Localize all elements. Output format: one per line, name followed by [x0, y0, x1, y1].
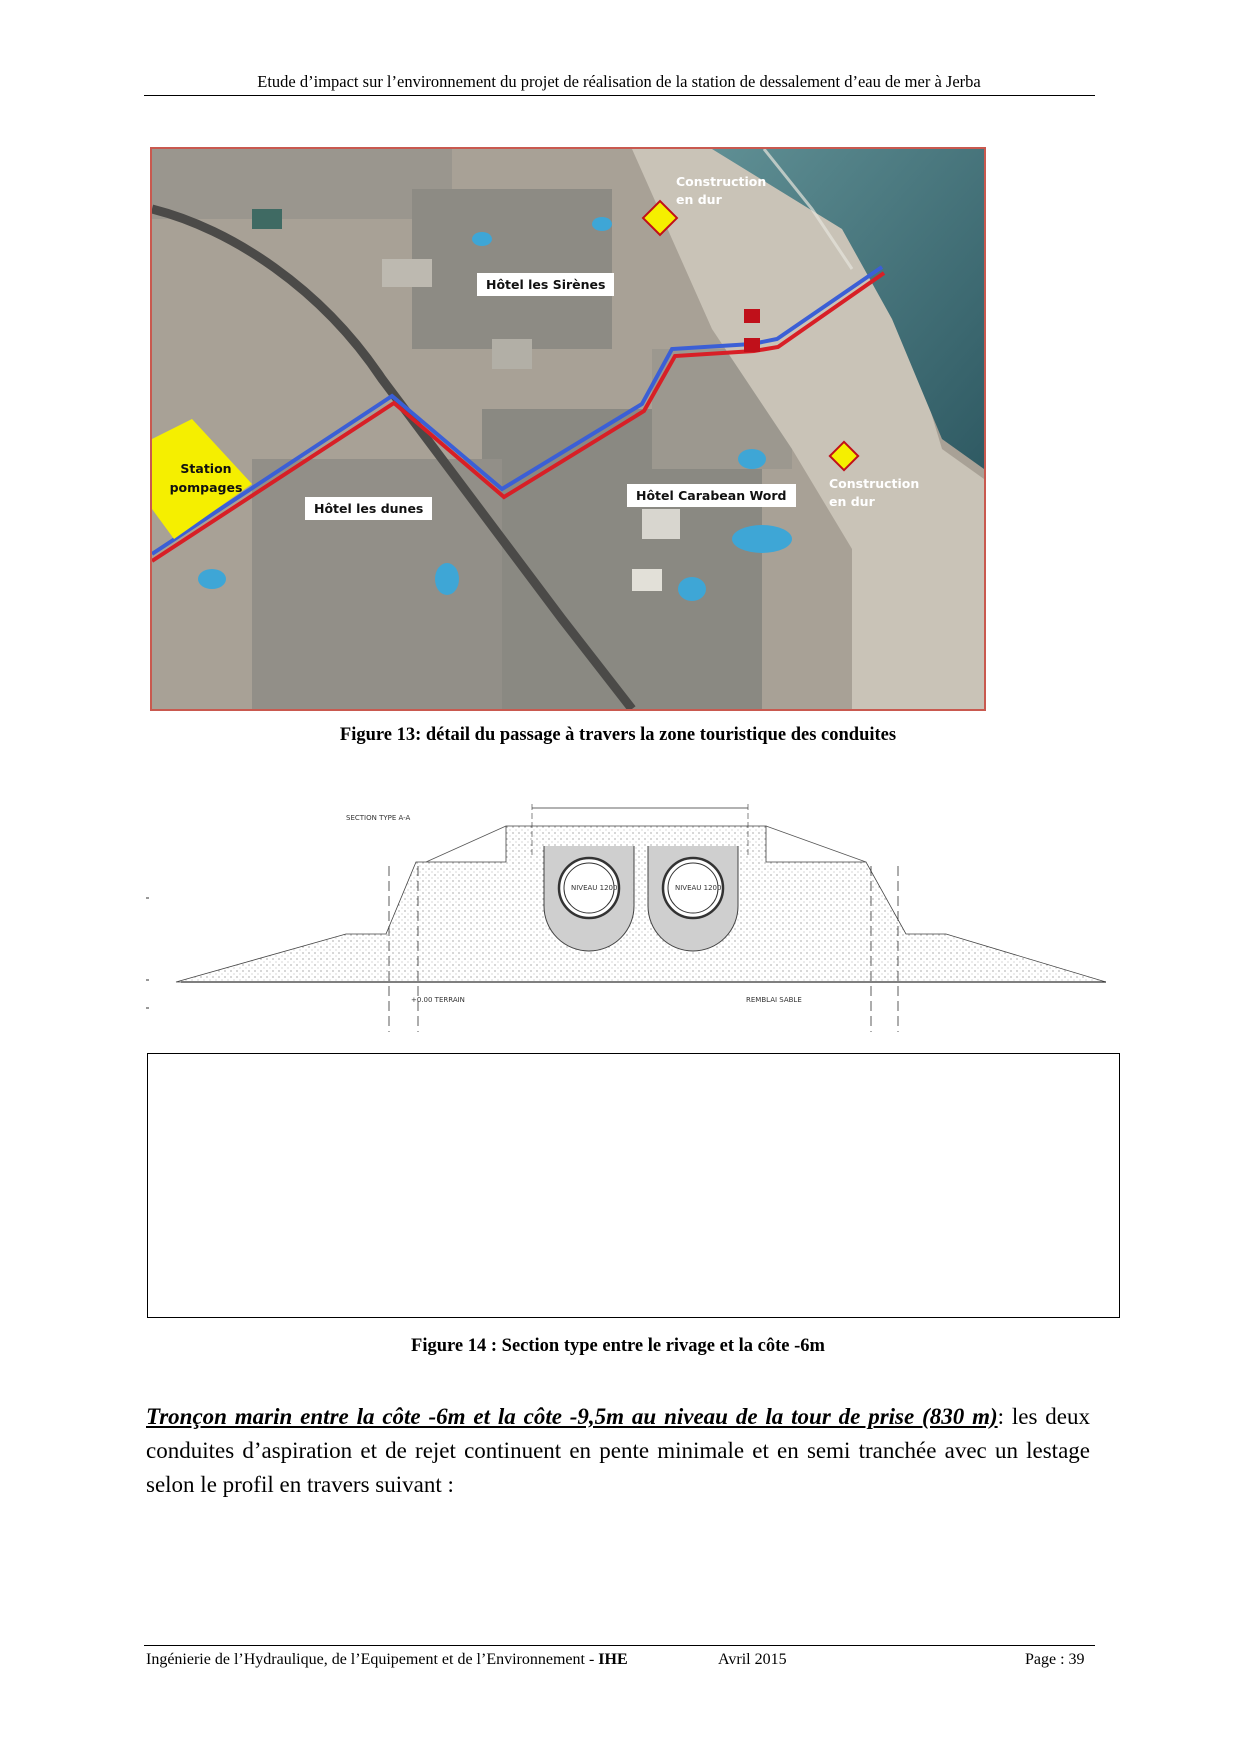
- drawing-note-right: REMBLAI SABLE: [746, 996, 802, 1004]
- red-block-top: [744, 309, 760, 323]
- page-header: Etude d’impact sur l’environnement du projet de réalisation de la station de dessalement d’eau de mer à Jerba: [257, 72, 981, 91]
- footer-page-number: Page : 39: [1025, 1651, 1085, 1668]
- label-hotel-carabean: Hôtel Carabean Word: [627, 484, 796, 507]
- satellite-image: [152, 149, 984, 709]
- figure-14-caption: Figure 14 : Section type entre le rivage et la côte -6m: [411, 1336, 825, 1356]
- drawing-pipe-right-label: NIVEAU 1200: [675, 884, 722, 892]
- label-construction-top: Construction en dur: [676, 174, 767, 207]
- footer-rule: [144, 1645, 1095, 1646]
- paragraph-body: : les deux conduites d’aspiration et de rejet continuent en pente minimale et en semi tranchée avec un lestage selon le profil en travers suivant :: [146, 1404, 1090, 1497]
- footer-org-name: Ingénierie de l’Hydraulique, de l’Equipement et de l’Environnement -: [146, 1651, 599, 1668]
- footer-org-abbr: IHE: [598, 1651, 628, 1668]
- drawing-note-left: +0.00 TERRAIN: [411, 996, 465, 1004]
- footer-organization: [146, 1651, 628, 1669]
- red-block-bottom: [744, 338, 760, 352]
- label-construction-right: Construction en dur: [829, 476, 920, 509]
- label-hotel-sirenes: Hôtel les Sirènes: [477, 273, 614, 296]
- body-paragraph: [146, 1400, 1090, 1502]
- figure-13-caption: Figure 13: détail du passage à travers la zone touristique des conduites: [339, 725, 897, 745]
- figure-13-map: [150, 147, 986, 711]
- figure-14-drawing: [146, 796, 1106, 1032]
- footer-date: Avril 2015: [718, 1651, 787, 1668]
- drawing-title: SECTION TYPE A-A: [346, 814, 411, 822]
- figure-14-empty-frame: [147, 1053, 1120, 1318]
- drawing-pipe-left-label: NIVEAU 1200: [571, 884, 618, 892]
- paragraph-lead: Tronçon marin entre la côte -6m et la côte -9,5m au niveau de la tour de prise (830 m): [146, 1404, 998, 1429]
- label-hotel-dunes: Hôtel les dunes: [305, 497, 432, 520]
- header-rule: [144, 95, 1095, 96]
- label-station-pompages: Station pompages: [169, 461, 243, 495]
